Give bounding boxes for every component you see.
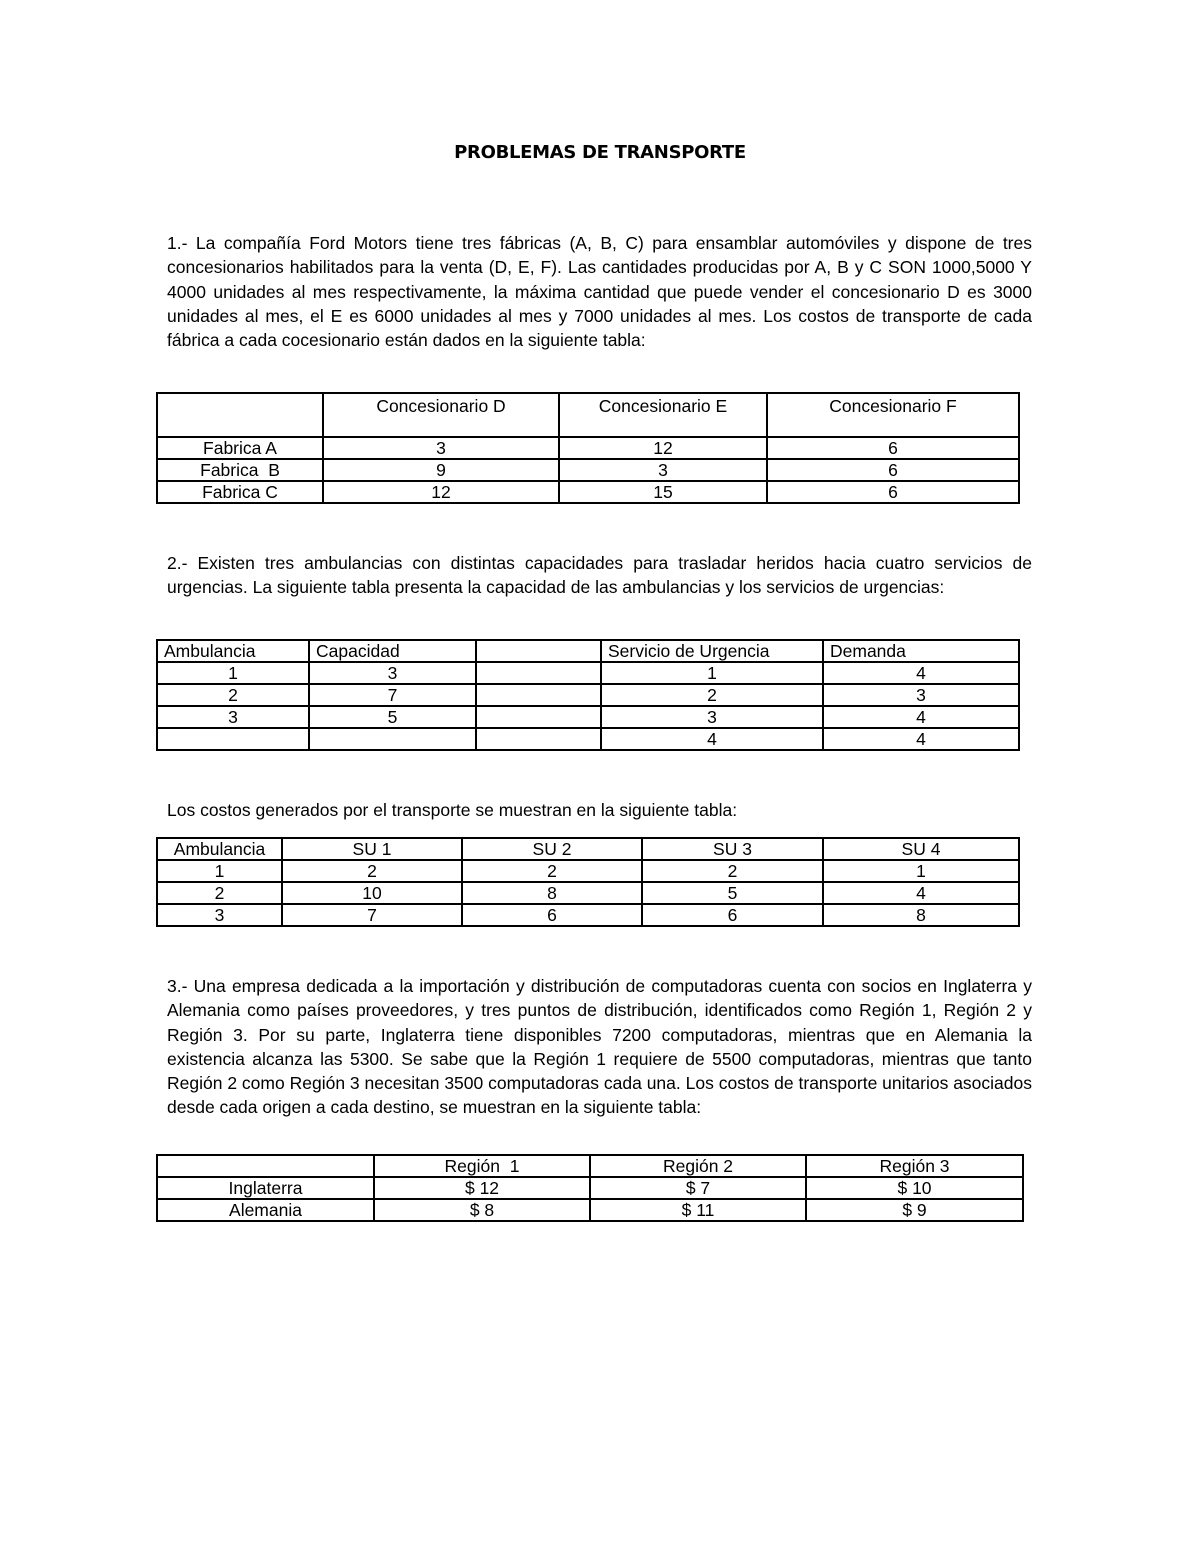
table-header-row: [157, 838, 1019, 860]
table-cell: Fabrica A: [157, 437, 323, 459]
problem-1-text: 1.- La compañía Ford Motors tiene tres fábricas (A, B, C) para ensamblar automóviles y dispone de tres concesionarios habilitados para la venta (D, E, F). Las cantidades producidas por A, B y C SON 1000,5000 Y 4000 unidades al mes respectivamente, la máxima cantidad que puede vender el concesionario D es 3000 unidades al mes, el E es 6000 unidades al mes y 7000 unidades al mes. Los costos de transporte de cada fábrica a cada cocesionario están dados en la siguiente tabla:: [167, 233, 1032, 351]
table-header-cell: Ambulancia: [157, 640, 309, 662]
table-row: [157, 459, 1019, 481]
table-header-cell: Concesionario D: [323, 393, 559, 437]
table-cell: 4: [823, 882, 1019, 904]
table-cell: 6: [767, 481, 1019, 503]
table-cell: 5: [642, 882, 823, 904]
table-cell: 10: [282, 882, 462, 904]
table-cell: Alemania: [157, 1199, 374, 1221]
table-cell: 4: [601, 728, 823, 750]
table-cell: 3: [323, 437, 559, 459]
table-header-cell: Servicio de Urgencia: [601, 640, 823, 662]
table-cell: 5: [309, 706, 476, 728]
table-cell: 3: [559, 459, 767, 481]
table-cell: $ 9: [806, 1199, 1023, 1221]
table-cell: 8: [462, 882, 642, 904]
table-cell: $ 12: [374, 1177, 590, 1199]
region-cost-table: [156, 1154, 1024, 1222]
table-cell: $ 7: [590, 1177, 806, 1199]
table-cell: 2: [601, 684, 823, 706]
table-row: [157, 860, 1019, 882]
table-header-row: [157, 640, 1019, 662]
table-header-cell: SU 2: [462, 838, 642, 860]
table-cell: 2: [282, 860, 462, 882]
factory-cost-table: [156, 392, 1020, 504]
table-cell: 1: [157, 662, 309, 684]
table-cell: 7: [282, 904, 462, 926]
table-row: [157, 904, 1019, 926]
table-row: [157, 684, 1019, 706]
table-cell: 3: [157, 904, 282, 926]
table-header-cell: Región 2: [590, 1155, 806, 1177]
table-header-cell: Concesionario F: [767, 393, 1019, 437]
table-cell: 1: [157, 860, 282, 882]
table-cell: 1: [823, 860, 1019, 882]
table-header-cell: Capacidad: [309, 640, 476, 662]
problem-3-text: 3.- Una empresa dedicada a la importación y distribución de computadoras cuenta con socios en Inglaterra y Alemania como países proveedores, y tres puntos de distribución, identificados como Región 1, Región 2 y Región 3. Por su parte, Inglaterra tiene disponibles 7200 computadoras, mientras que en Alemania la existencia alcanza las 5300. Se sabe que la Región 1 requiere de 5500 computadoras, mientras que tanto Región 2 como Región 3 necesitan 3500 computadoras cada una. Los costos de transporte unitarios asociados desde cada origen a cada destino, se muestran en la siguiente tabla:: [167, 976, 1032, 1118]
table-cell: Fabrica B: [157, 459, 323, 481]
table-header-cell: Región 1: [374, 1155, 590, 1177]
table-cell: 6: [767, 437, 1019, 459]
table-row: [157, 1177, 1023, 1199]
table-cell: Fabrica C: [157, 481, 323, 503]
table-cell: 1: [601, 662, 823, 684]
table-cell: 4: [823, 728, 1019, 750]
table-cell: 4: [823, 662, 1019, 684]
table-cell: 3: [157, 706, 309, 728]
table-cell: 2: [462, 860, 642, 882]
ambulance-capacity-table: [156, 639, 1020, 751]
table-header-cell: [157, 393, 323, 437]
table-row: [157, 437, 1019, 459]
table-cell: 12: [559, 437, 767, 459]
table-header-row: [157, 393, 1019, 437]
table-header-row: [157, 1155, 1023, 1177]
table-cell: 6: [642, 904, 823, 926]
table-row: [157, 706, 1019, 728]
table-cell: 4: [823, 706, 1019, 728]
table-cell: 8: [823, 904, 1019, 926]
table-cell: 3: [601, 706, 823, 728]
table-header-cell: [476, 640, 601, 662]
table-cell: $ 10: [806, 1177, 1023, 1199]
costs-intro-text: Los costos generados por el transporte se muestran en la siguiente tabla:: [167, 800, 738, 820]
table-cell: Inglaterra: [157, 1177, 374, 1199]
table-cell: 7: [309, 684, 476, 706]
table-row: [157, 662, 1019, 684]
table-cell: [157, 728, 309, 750]
table-header-cell: SU 4: [823, 838, 1019, 860]
table-header-cell: Demanda: [823, 640, 1019, 662]
table-row: [157, 1199, 1023, 1221]
table-cell: 2: [157, 882, 282, 904]
table-cell: 3: [823, 684, 1019, 706]
table-row: [157, 728, 1019, 750]
table-cell: [476, 662, 601, 684]
table-cell: 9: [323, 459, 559, 481]
table-cell: [476, 684, 601, 706]
table-cell: 3: [309, 662, 476, 684]
table-header-cell: SU 1: [282, 838, 462, 860]
table-cell: 6: [462, 904, 642, 926]
ambulance-cost-table: [156, 837, 1020, 927]
table-cell: 2: [642, 860, 823, 882]
table-cell: [309, 728, 476, 750]
table-row: [157, 481, 1019, 503]
table-header-cell: [157, 1155, 374, 1177]
page-title: PROBLEMAS DE TRANSPORTE: [454, 142, 746, 163]
table-cell: 2: [157, 684, 309, 706]
table-header-cell: Concesionario E: [559, 393, 767, 437]
table-cell: 15: [559, 481, 767, 503]
table-cell: $ 11: [590, 1199, 806, 1221]
table-cell: $ 8: [374, 1199, 590, 1221]
table-cell: [476, 706, 601, 728]
table-cell: 12: [323, 481, 559, 503]
table-header-cell: Ambulancia: [157, 838, 282, 860]
table-header-cell: SU 3: [642, 838, 823, 860]
table-cell: 6: [767, 459, 1019, 481]
table-header-cell: Región 3: [806, 1155, 1023, 1177]
table-row: [157, 882, 1019, 904]
table-cell: [476, 728, 601, 750]
problem-2-text: 2.- Existen tres ambulancias con distintas capacidades para trasladar heridos hacia cuatro servicios de urgencias. La siguiente tabla presenta la capacidad de las ambulancias y los servicios de urgencias:: [167, 553, 1032, 598]
